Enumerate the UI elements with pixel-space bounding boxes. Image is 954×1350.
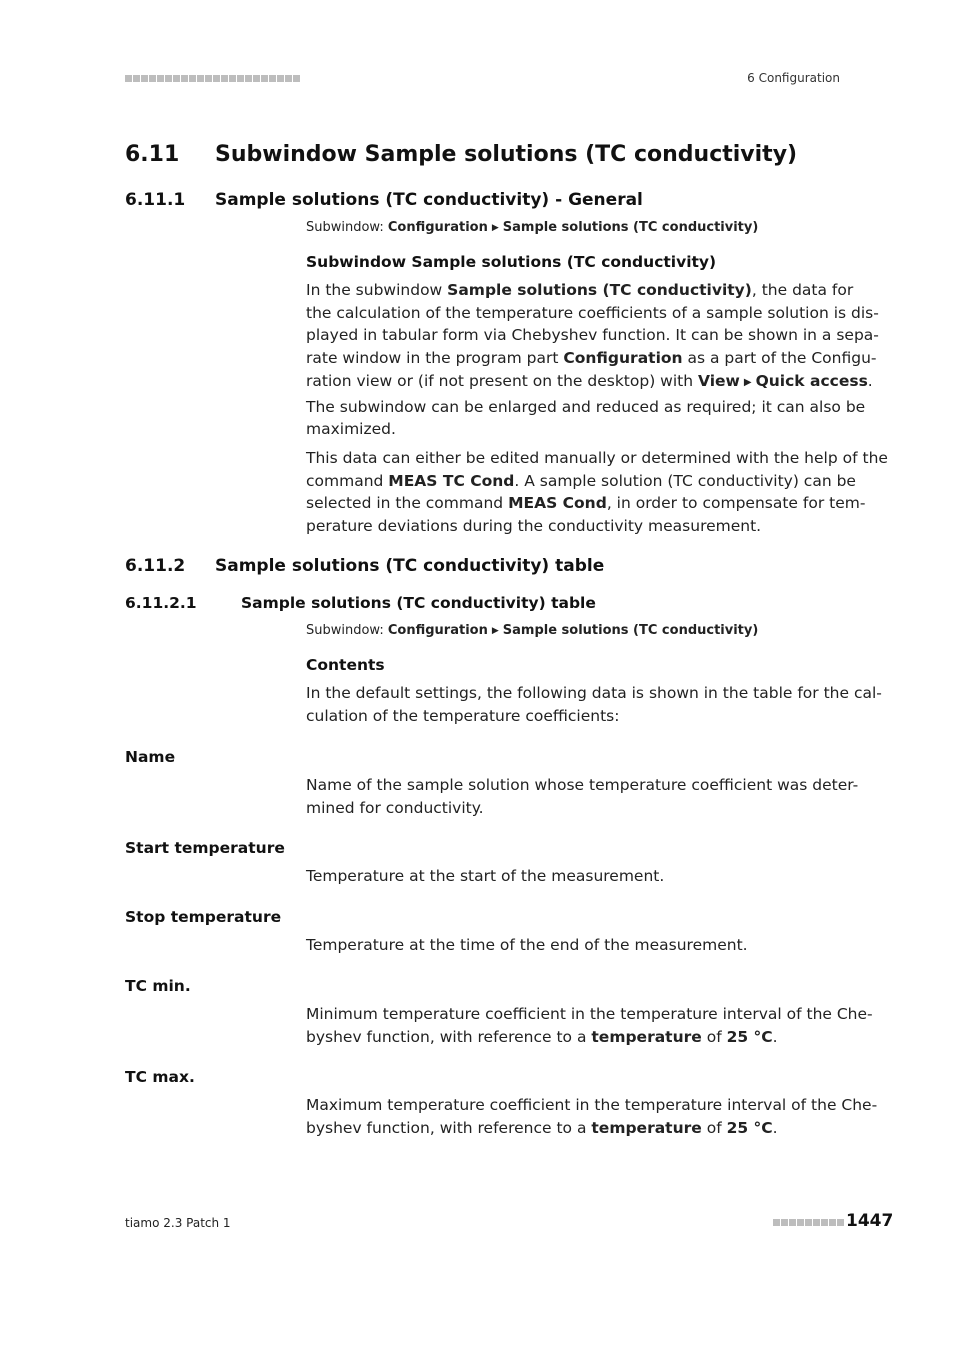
section-1-path	[306, 220, 758, 235]
header-chapter: 6 Configuration	[747, 71, 840, 85]
main-heading	[125, 142, 825, 172]
section-2-1-number: 6.11.2.1	[125, 594, 197, 612]
definition-desc-stop-temperature: Temperature at the time of the end of the measurement.	[306, 936, 748, 954]
definition-desc-name: Name of the sample solution whose temperature coefficient was deter- mined for conductivity.	[306, 776, 859, 817]
definition-term-stop-temperature: Stop temperature	[125, 908, 282, 926]
footer-product: tiamo 2.3 Patch 1	[125, 1216, 231, 1230]
section-2-1-path	[306, 623, 758, 638]
definition-term-name: Name	[125, 748, 176, 766]
definition-desc-tc-min: Minimum temperature coefficient in the temperature interval of the Che- byshev function, with reference to a temperature of 25 °C.	[306, 1005, 873, 1046]
path-item-sample-solutions: Sample solutions (TC conductivity)	[502, 220, 759, 235]
main-heading-title: Subwindow Sample solutions (TC conductivity)	[215, 142, 798, 167]
path-label: Subwindow:	[306, 220, 384, 235]
menu-arrow-icon: ▶	[743, 376, 752, 388]
definition-term-tc-min: TC min.	[125, 977, 191, 995]
main-heading-number: 6.11	[125, 142, 180, 167]
section-2-1-heading	[125, 594, 825, 616]
path-arrow-icon: ▶	[491, 223, 499, 233]
header-decoration	[125, 75, 300, 82]
section-1-subheading: Subwindow Sample solutions (TC conductivity)	[306, 253, 717, 271]
definition-term-tc-max: TC max.	[125, 1068, 195, 1086]
path-arrow-icon: ▶	[491, 626, 499, 636]
section-2-heading	[125, 556, 825, 580]
section-2-1-title: Sample solutions (TC conductivity) table	[241, 594, 596, 612]
section-2-title: Sample solutions (TC conductivity) table	[215, 556, 605, 576]
page-number: 1447	[846, 1211, 894, 1231]
path-label: Subwindow:	[306, 623, 384, 638]
section-1-paragraph-1: In the subwindow Sample solutions (TC conductivity), the data for the calculation of the temperature coefficients of a sample solution is dis- played in tabular form via Chebyshev function. It can be shown in a sepa- rate window in the program part Configuration as a part of the Configu- ration view or (if not present on the desktop) with View ▶ Quick access. The subwindow can be enlarged and reduced as required; it can also be maximized.	[306, 281, 879, 439]
section-2-number: 6.11.2	[125, 556, 186, 576]
footer-decoration	[773, 1219, 844, 1226]
definition-desc-start-temperature: Temperature at the start of the measurement.	[306, 867, 665, 885]
path-item-configuration: Configuration	[387, 623, 488, 638]
definition-term-start-temperature: Start temperature	[125, 839, 285, 857]
section-1-title: Sample solutions (TC conductivity) - General	[215, 190, 643, 210]
definition-desc-tc-max: Maximum temperature coefficient in the temperature interval of the Che- byshev function, with reference to a temperature of 25 °C.	[306, 1096, 878, 1137]
section-1-paragraph-2: This data can either be edited manually or determined with the help of the command MEAS TC Cond. A sample solution (TC conductivity) can be selected in the command MEAS Cond, in order to compensate for tem- perature deviations during the conductivity measurement.	[306, 449, 888, 536]
section-1-number: 6.11.1	[125, 190, 186, 210]
path-item-configuration: Configuration	[387, 220, 488, 235]
path-item-sample-solutions: Sample solutions (TC conductivity)	[502, 623, 759, 638]
section-1-heading	[125, 190, 825, 214]
contents-intro: In the default settings, the following data is shown in the table for the cal- culation of the temperature coefficients:	[306, 684, 882, 725]
contents-subheading: Contents	[306, 656, 385, 674]
